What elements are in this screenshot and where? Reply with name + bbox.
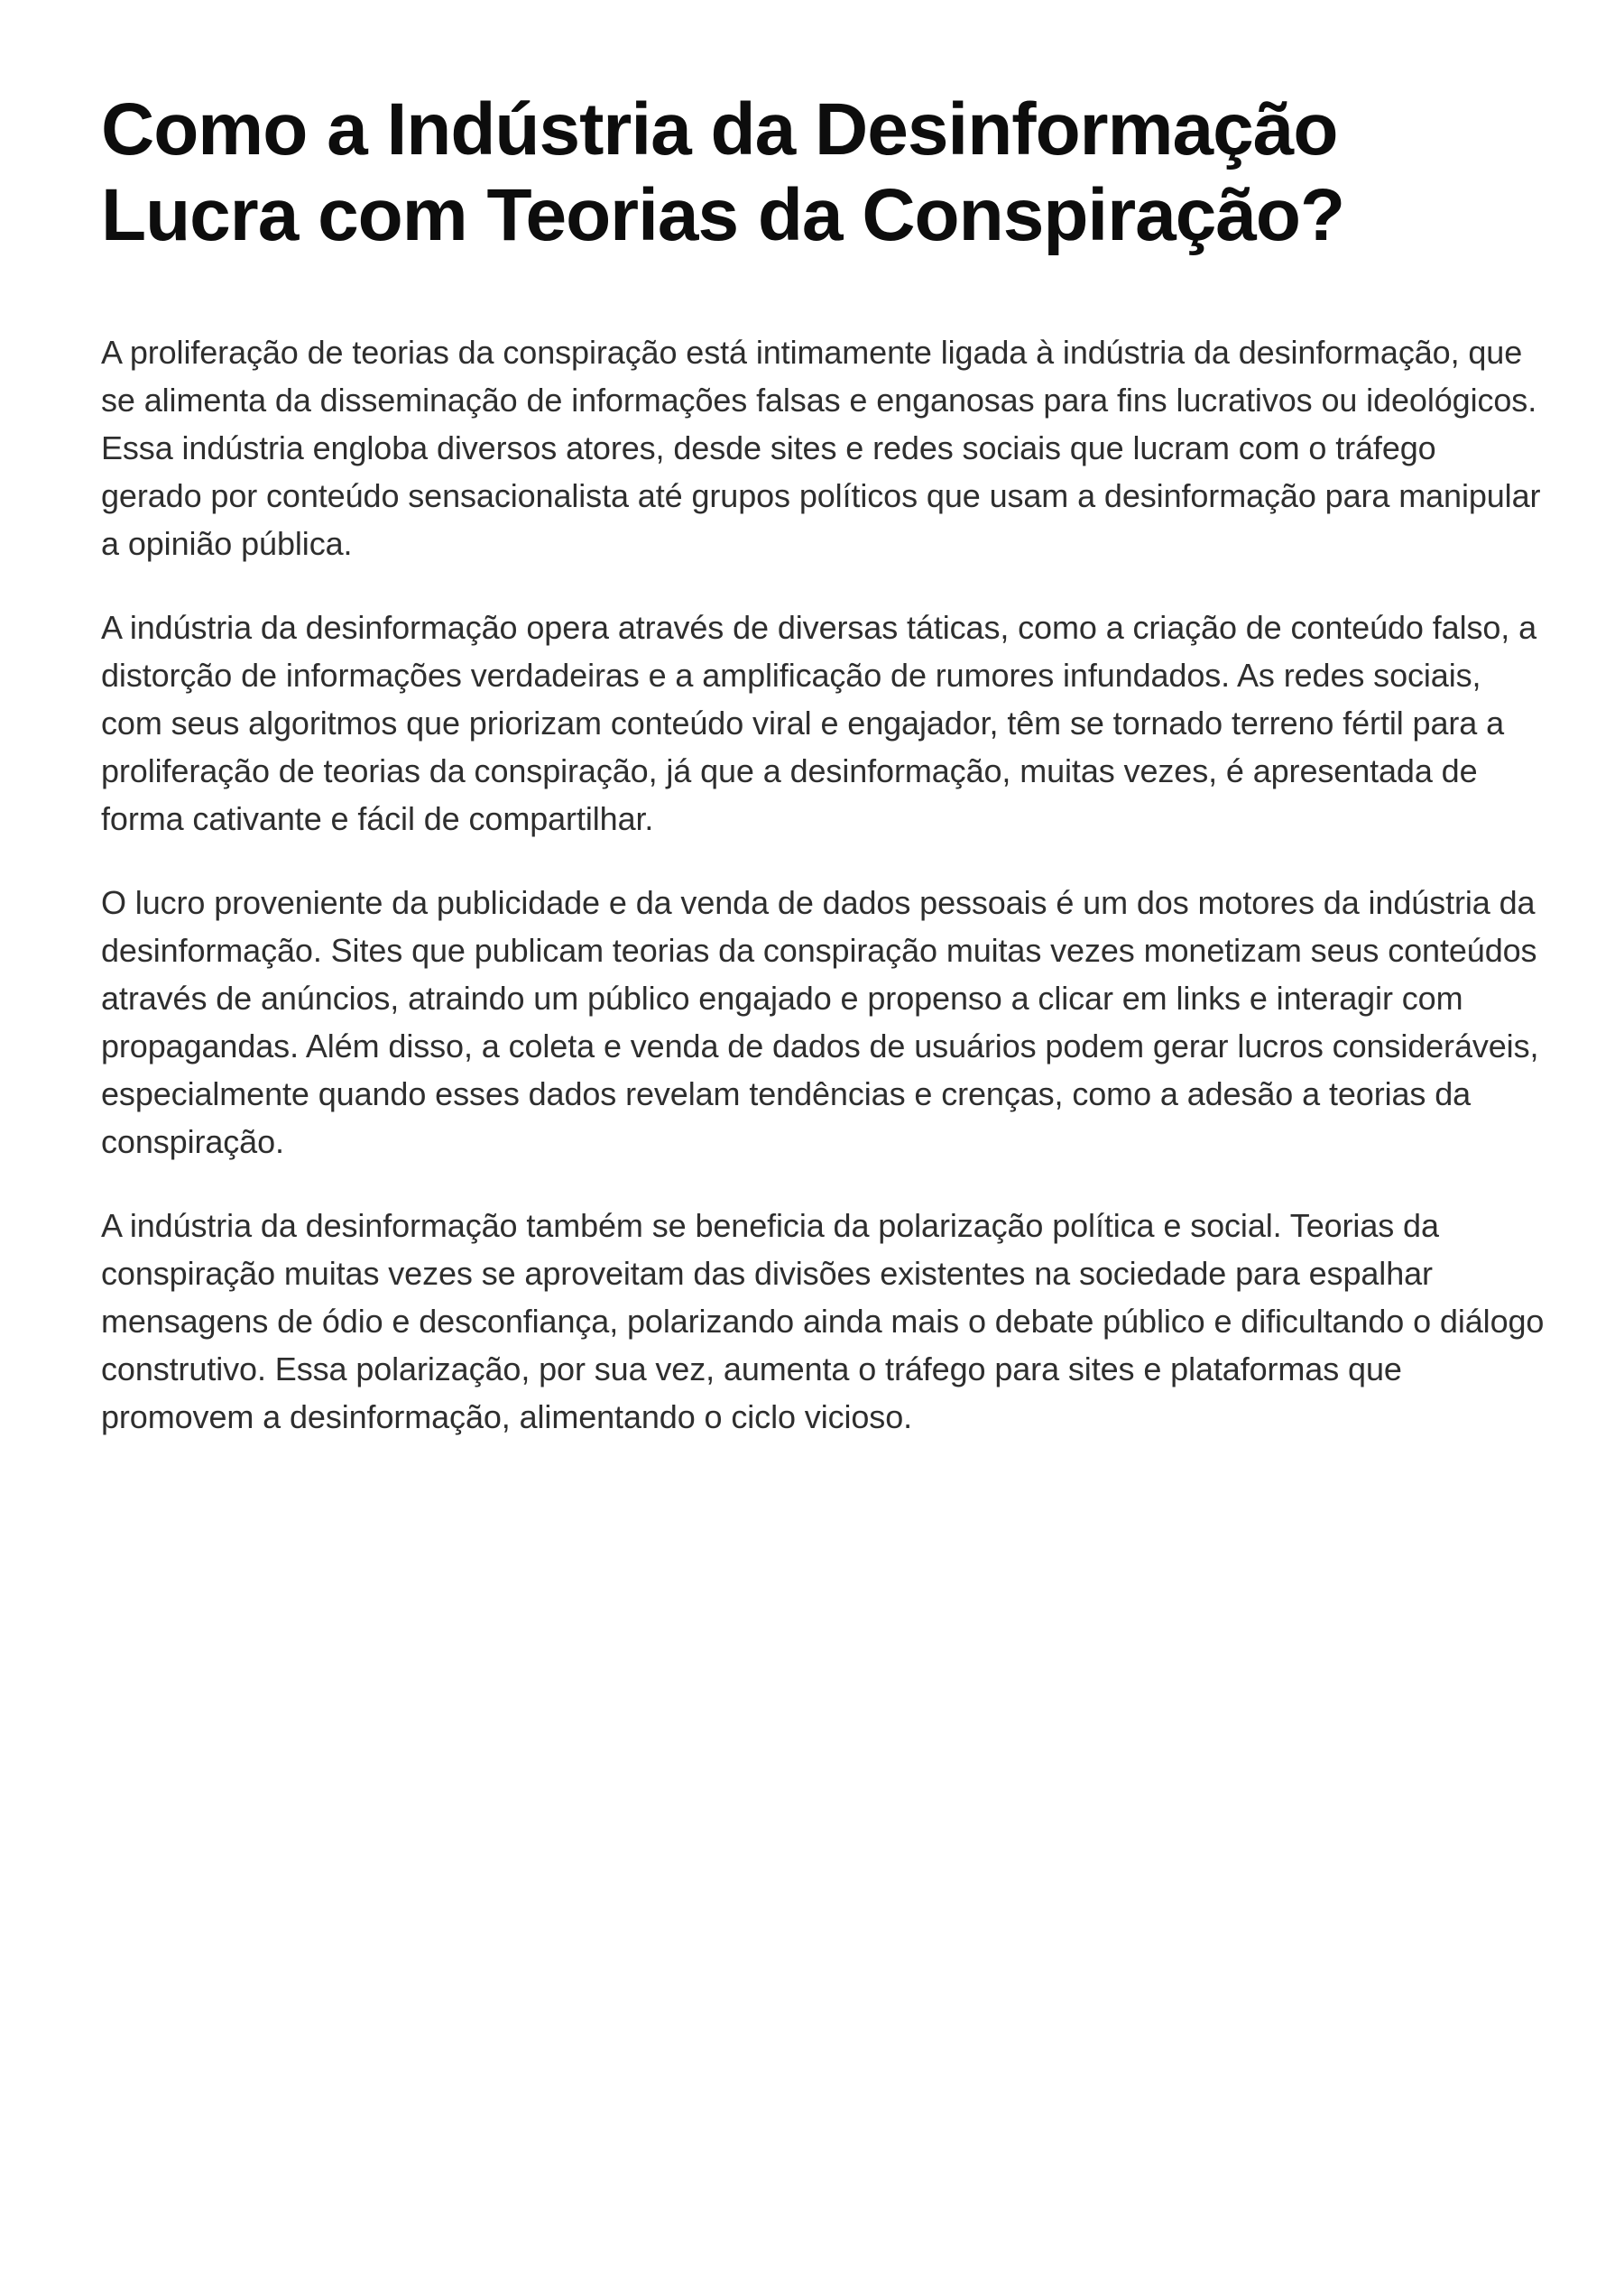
article	[101, 87, 1545, 1441]
paragraph-3: O lucro proveniente da publicidade e da venda de dados pessoais é um dos motores da indústria da desinformação. Sites que publicam teorias da conspiração muitas vezes monetizam seus conteúdos através de anúncios, atraindo um público engajado e propenso a clicar em links e interagir com propagandas. Além disso, a coleta e venda de dados de usuários podem gerar lucros consideráveis, especialmente quando esses dados revelam tendências e crenças, como a adesão a teorias da conspiração.	[101, 884, 1539, 1160]
paragraph-4: A indústria da desinformação também se beneficia da polarização política e social. Teorias da conspiração muitas vezes se aproveitam das divisões existentes na sociedade para espalhar mensagens de ódio e desconfiança, polarizando ainda mais o debate público e dificultando o diálogo construtivo. Essa polarização, por sua vez, aumenta o tráfego para sites e plataformas que promovem a desinformação, alimentando o ciclo vicioso.	[101, 1207, 1545, 1435]
paragraph-1: A proliferação de teorias da conspiração está intimamente ligada à indústria da desinformação, que se alimenta da disseminação de informações falsas e enganosas para fins lucrativos ou ideológicos. Essa indústria engloba diversos atores, desde sites e redes sociais que lucram com o tráfego gerado por conteúdo sensacionalista até grupos políticos que usam a desinformação para manipular a opinião pública.	[101, 334, 1541, 562]
page-title: Como a Indústria da Desinformação Lucra com Teorias da Conspiração?	[101, 88, 1345, 256]
paragraph-2: A indústria da desinformação opera através de diversas táticas, como a criação de conteúdo falso, a distorção de informações verdadeiras e a amplificação de rumores infundados. As redes sociais, com seus algoritmos que priorizam conteúdo viral e engajador, têm se tornado terreno fértil para a proliferação de teorias da conspiração, já que a desinformação, muitas vezes, é apresentada de forma cativante e fácil de compartilhar.	[101, 609, 1537, 837]
